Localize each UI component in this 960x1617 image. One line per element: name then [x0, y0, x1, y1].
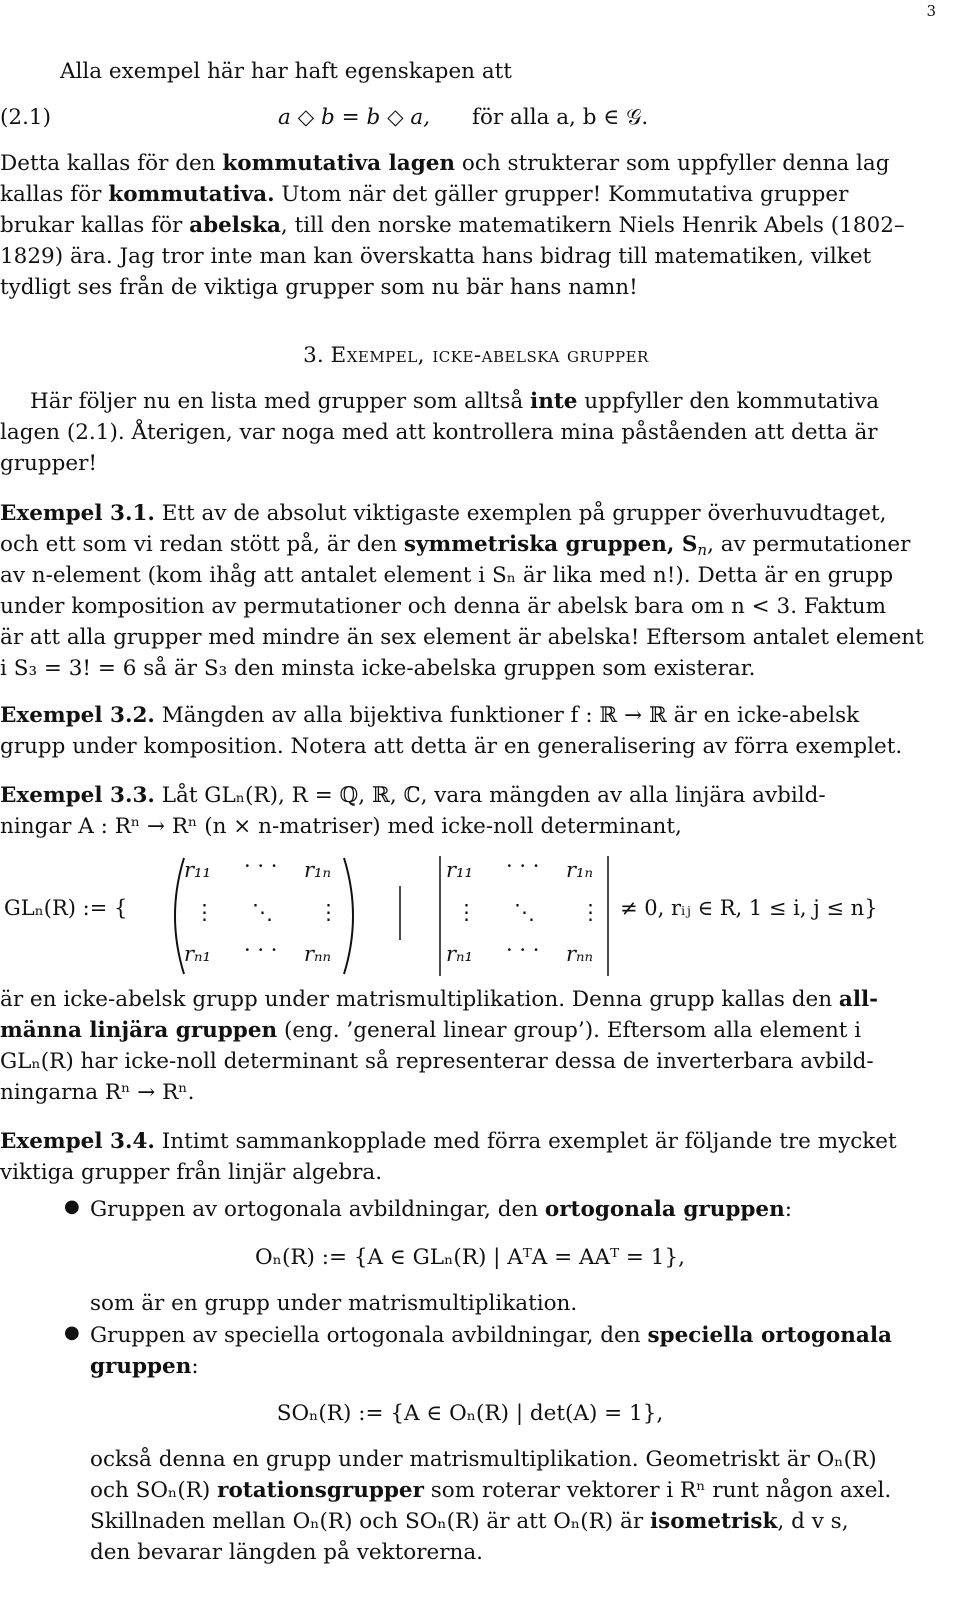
text-line: Detta kallas för den kommutativa lagen och strukterar som uppfyller denna lag	[0, 151, 890, 176]
text-line: under komposition av permutationer och denna är abelsk bara om n < 3. Faktum	[0, 594, 887, 619]
text-line: lagen (2.1). Återigen, var noga med att kontrollera mina påståenden att detta är	[0, 420, 878, 445]
section-heading: 3. Exempel, icke-abelska grupper	[303, 343, 649, 368]
text-line: ningarna Rⁿ → Rⁿ.	[0, 1080, 195, 1105]
right-paren-icon	[338, 854, 368, 978]
formula-rhs: ≠ 0, rᵢⱼ ∈ R, 1 ≤ i, j ≤ n}	[620, 896, 878, 920]
text-line: som är en grupp under matrismultiplikation.	[90, 1291, 578, 1316]
text-line: kallas för kommutativa. Utom när det gäller grupper! Kommutativa grupper	[0, 182, 849, 207]
example-label: Exempel 3.2.	[0, 703, 155, 728]
bullet-icon: ●	[64, 1322, 80, 1343]
text-line: är att alla grupper med mindre än sex element är abelska! Eftersom antalet element	[0, 625, 924, 650]
determinant-right-bar	[604, 856, 612, 976]
text-line: i S₃ = 3! = 6 så är S₃ den minsta icke-abelska gruppen som existerar.	[0, 656, 756, 681]
example-3-4: Exempel 3.4. Intimt sammankopplade med förra exemplet är följande tre mycket viktiga grupper från linjär algebra.	[0, 1126, 952, 1188]
text-line: av n-element (kom ihåg att antalet element i Sₙ är lika med n!). Detta är en grupp	[0, 563, 894, 588]
section-title: Exempel, icke-abelska grupper	[330, 343, 649, 368]
bullet-orthogonal: Gruppen av ortogonala avbildningar, den ortogonala gruppen:	[90, 1197, 792, 1222]
gl-definition-formula: GLₙ(R) := { r₁₁ · · · r₁ₙ ⋮ ⋱ ⋮ rₙ₁ · · · rₙₙ r₁₁ · · · r₁ₙ ⋮ ⋱ ⋮ rₙ₁ · · · rₙₙ ≠ 0, rᵢⱼ ∈ R, 1 ≤ i, j ≤ n}	[0, 850, 952, 980]
equation-label: (2.1)	[0, 105, 51, 130]
orthogonal-formula: Oₙ(R) := {A ∈ GLₙ(R) | AᵀA = AAᵀ = 1},	[255, 1245, 685, 1270]
example-3-3: Exempel 3.3. Låt GLₙ(R), R = ℚ, ℝ, ℂ, vara mängden av alla linjära avbild- ningar A : Rⁿ → Rⁿ (n × n-matriser) med icke-noll determinant,	[0, 780, 952, 842]
text-line: viktiga grupper från linjär algebra.	[0, 1160, 383, 1185]
text-line: GLₙ(R) har icke-noll determinant så representerar dessa de inverterbara avbild-	[0, 1049, 874, 1074]
example-3-1: Exempel 3.1. Ett av de absolut viktigaste exemplen på grupper överhuvudtaget, och ett som vi redan stött på, är den symmetriska gruppen, $S_n$, av permutationer av n-element (kom ihåg att antalet element i Sₙ är lika med n!). Detta är en grupp under komposition av permutationer och denna är abelsk bara om n < 3. Faktum är att alla grupper med mindre än sex element är abelska! Eftersom antalet element i S₃ = 3! = 6 så är S₃ den minsta icke-abelska gruppen som existerar.	[0, 498, 952, 684]
commutative-paragraph	[0, 148, 952, 303]
determinant-left-bar	[436, 856, 444, 976]
intro-paragraph	[0, 56, 952, 87]
special-orthogonal-formula: SOₙ(R) := {A ∈ Oₙ(R) | det(A) = 1},	[276, 1401, 664, 1426]
intro-line: Alla exempel här har haft egenskapen att	[60, 59, 512, 84]
example-label: Exempel 3.1.	[0, 501, 155, 526]
example-3-2: Exempel 3.2. Mängden av alla bijektiva funktioner f : ℝ → ℝ är en icke-abelsk grupp under komposition. Notera att detta är en generalisering av förra exemplet.	[0, 700, 952, 762]
text-line: tydligt ses från de viktiga grupper som nu bär hans namn!	[0, 275, 638, 300]
text-line: också denna en grupp under matrismultiplikation. Geometriskt är Oₙ(R)	[90, 1447, 877, 1472]
formula-lhs: GLₙ(R) := {	[4, 896, 128, 920]
bullet-icon: ●	[64, 1196, 80, 1217]
text-line: 1829) ära. Jag tror inte man kan överskatta hans bidrag till matematiken, vilket	[0, 244, 872, 269]
set-separator-bar	[396, 886, 404, 940]
equation-2-1	[0, 102, 952, 133]
bullet-special-orthogonal: Gruppen av speciella ortogonala avbildningar, den speciella ortogonala gruppen:	[90, 1323, 892, 1379]
section-intro	[0, 386, 952, 479]
equation-condition: för alla a, b ∈ 𝒢.	[472, 105, 649, 130]
text-line: ningar A : Rⁿ → Rⁿ (n × n-matriser) med icke-noll determinant,	[0, 814, 682, 839]
text-line: Här följer nu en lista med grupper som alltså inte uppfyller den kommutativa	[30, 389, 880, 414]
text-line: den bevarar längden på vektorerna.	[90, 1540, 483, 1565]
rotation-paragraph: också denna en grupp under matrismultiplikation. Geometriskt är Oₙ(R) och SOₙ(R) rotationsgrupper som roterar vektorer i Rⁿ runt någon axel. Skillnaden mellan Oₙ(R) och SOₙ(R) är att Oₙ(R) är isometrisk, d v s, den bevarar längden på vektorerna.	[90, 1444, 950, 1568]
text-line: grupp under komposition. Notera att detta är en generalisering av förra exemplet.	[0, 734, 903, 759]
equation-formula: a ◇ b = b ◇ a,	[278, 105, 431, 130]
text-line: brukar kallas för abelska, till den norske matematikern Niels Henrik Abels (1802–	[0, 213, 905, 238]
gl-paragraph: är en icke-abelsk grupp under matrismultiplikation. Denna grupp kallas den all- männa linjära gruppen (eng. ’general linear group’). Eftersom alla element i GLₙ(R) har icke-noll determinant så representerar dessa de inverterbara avbild- ningarna Rⁿ → Rⁿ.	[0, 984, 952, 1108]
text-line: grupper!	[0, 451, 98, 476]
page-number: 3	[926, 2, 936, 20]
example-label: Exempel 3.3.	[0, 783, 155, 808]
example-label: Exempel 3.4.	[0, 1129, 155, 1154]
